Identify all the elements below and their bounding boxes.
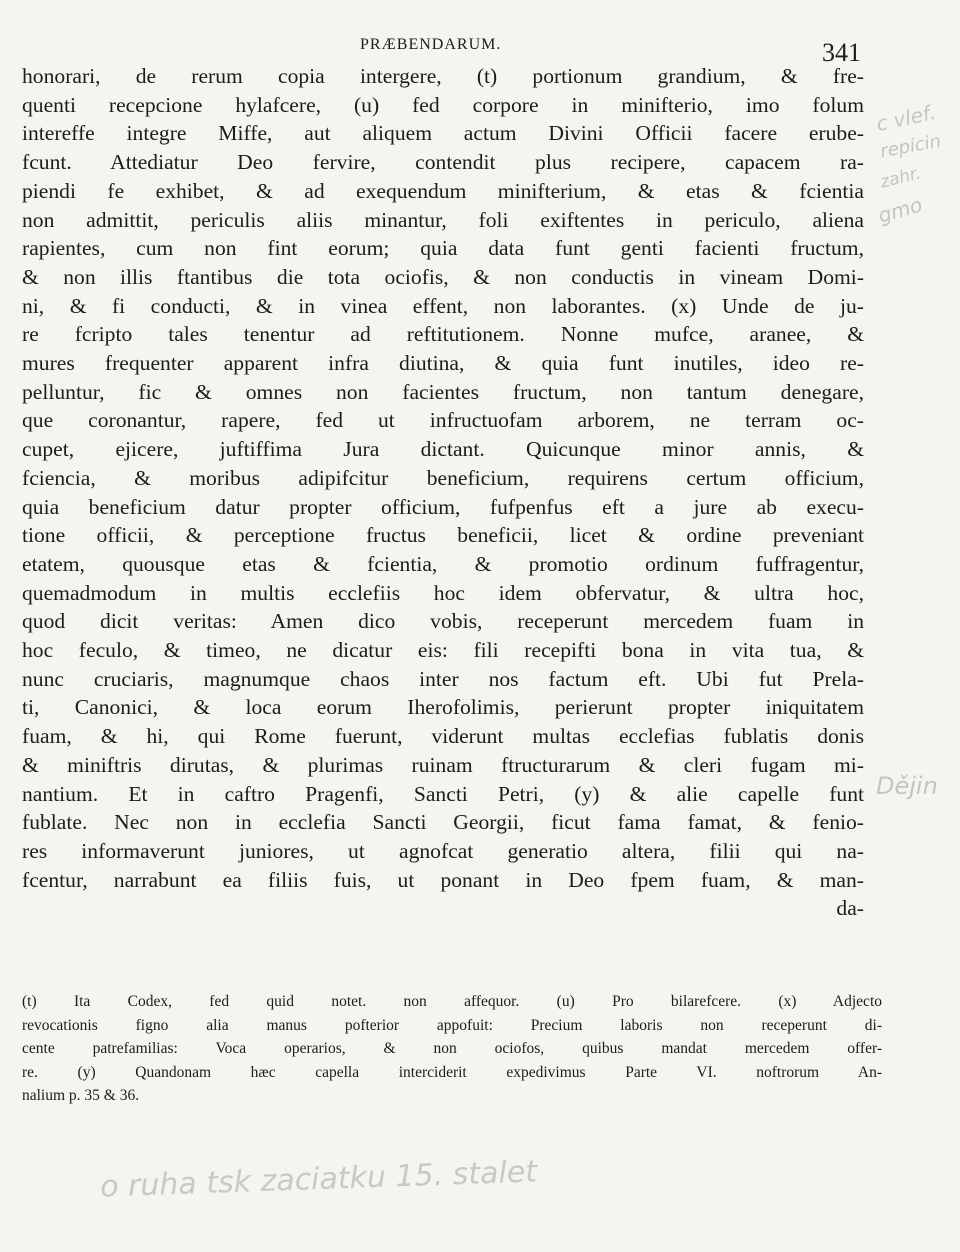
text-line: fublate. Nec non in ecclefia Sancti Georgii, ficut fama famat, & fenio-: [22, 810, 864, 835]
text-line: quia beneficium datur propter officium, fufpenfus eft a jure ab execu-: [22, 494, 864, 519]
text-line: & non illis ftantibus die tota ociofis, & non conductis in vineam Domi-: [22, 264, 864, 289]
text-line: re fcripto tales tenentur ad reftitutionem. Nonne mufce, aranee, &: [22, 322, 864, 347]
text-line: fuam, & hi, qui Rome fuerunt, viderunt multas ecclefias fublatis donis: [22, 724, 864, 749]
footnote-line: cente patrefamilias: Voca operarios, & non ociofos, quibus mandat mercedem offer-: [22, 1040, 882, 1057]
text-line: etatem, quousque etas & fcientia, & promotio ordinum fuffragentur,: [22, 551, 864, 576]
running-title: PRÆBENDARUM.: [360, 36, 502, 53]
text-line: non admittit, periculis aliis minantur, foli exiftentes in periculo, aliena: [22, 207, 864, 232]
margin-note: zahr.: [878, 163, 923, 193]
text-line: quemadmodum in multis ecclefiis hoc idem obfervatur, & ultra hoc,: [22, 580, 864, 605]
footnotes: [22, 990, 882, 1108]
margin-note: gmo: [875, 192, 925, 228]
footnote-line: (t) Ita Codex, fed quid notet. non affequor. (u) Pro bilarefcere. (x) Adjecto: [22, 993, 882, 1010]
page-number: 341: [822, 38, 861, 67]
text-line: nantium. Et in caftro Pragenfi, Sancti Petri, (y) & alie capelle funt: [22, 781, 864, 806]
text-line: que coronantur, rapere, fed ut infructuofam arborem, ne terram oc-: [22, 408, 864, 433]
text-line: mures frequenter apparent infra diutina, & quia funt inutiles, ideo re-: [22, 351, 864, 376]
footnote-line: nalium p. 35 & 36.: [22, 1087, 140, 1104]
text-line: piendi fe exhibet, & ad exequendum minifterium, & etas & fcientia: [22, 178, 864, 203]
footnote-line: re. (y) Quandonam hæc capella interciderit expedivimus Parte VI. noftrorum An-: [22, 1063, 882, 1081]
text-line: fcunt. Attediatur Deo fervire, contendit plus recipere, capacem ra-: [22, 150, 864, 175]
text-line: pelluntur, fic & omnes non facientes fructum, non tantum denegare,: [22, 379, 864, 404]
text-line: fcentur, narrabunt ea filiis fuis, ut ponant in Deo fpem fuam, & man-: [22, 867, 864, 892]
text-line: res informaverunt juniores, ut agnofcat generatio altera, filii qui na-: [22, 838, 864, 863]
text-line: intereffe integre Miffe, aut aliquem actum Divini Officii facere erube-: [22, 121, 864, 146]
text-line: honorari, de rerum copia intergere, (t) portionum grandium, & fre-: [22, 64, 864, 88]
text-line: quod dicit veritas: Amen dico vobis, receperunt mercedem fuam in: [22, 609, 864, 634]
text-line: & miniftris dirutas, & plurimas ruinam ftructurarum & cleri fugam mi-: [22, 752, 864, 777]
text-line: nunc cruciaris, magnumque chaos inter nos factum eft. Ubi fut Prela-: [22, 666, 864, 691]
catchword: da-: [836, 896, 864, 921]
margin-note: repicin: [878, 130, 943, 163]
text-line: quenti recepcione hylafcere, (u) fed corpore in minifterio, imo folum: [22, 92, 864, 117]
text-line: hoc feculo, & timeo, ne dicatur eis: fili recepifti bona in vita tua, &: [22, 638, 864, 663]
margin-note: Dějin: [876, 772, 938, 800]
margin-note: c vlef.: [874, 100, 938, 136]
text-line: cupet, ejicere, juftiffima Jura dictant. Quicunque minor annis, &: [22, 437, 864, 462]
text-line: tione officii, & perceptione fructus beneficii, licet & ordine preveniant: [22, 523, 864, 548]
text-line: ti, Canonici, & loca eorum Iherofolimis, perierunt propter iniquitatem: [22, 695, 864, 720]
footnote-line: revocationis figno alia manus pofterior appofuit: Precium laboris non receperunt di-: [22, 1016, 882, 1034]
main-text-block: [22, 62, 864, 923]
text-line: rapientes, cum non fint eorum; quia data funt genti facienti fructum,: [22, 236, 864, 261]
pencil-annotation: o ruha tsk zaciatku 15. stalet: [99, 1154, 538, 1205]
text-line: ni, & fi conducti, & in vinea effent, non laborantes. (x) Unde de ju-: [22, 293, 864, 318]
text-line: fciencia, & moribus adipifcitur beneficium, requirens certum officium,: [22, 465, 864, 490]
